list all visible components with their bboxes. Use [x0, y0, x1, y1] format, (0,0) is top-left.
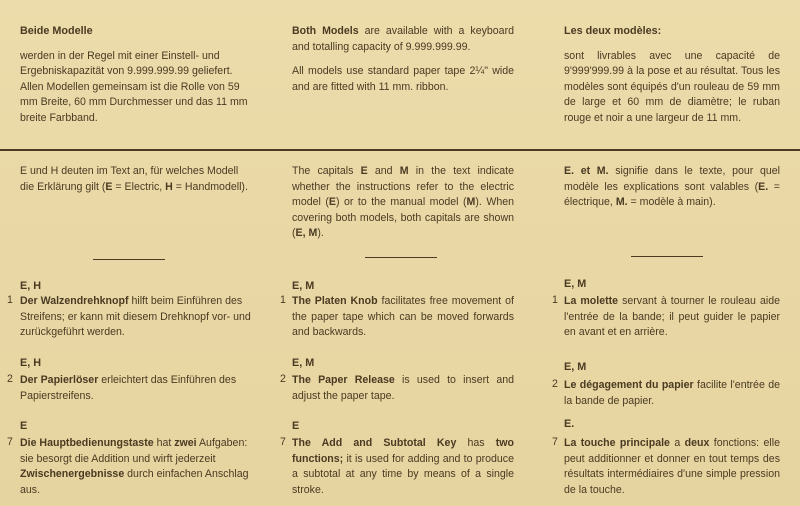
- short-rule-en: [365, 257, 437, 258]
- mid-en: [292, 164, 514, 242]
- mid-fr-e: M.: [615, 196, 628, 209]
- mid-fr-a: E. et M.: [564, 165, 609, 177]
- de-item-2: [20, 373, 252, 404]
- de-item-7-bold3: Zwischenergebnisse: [20, 468, 125, 481]
- de-item-1-text: hilft beim Einführen des Streifens; er kann mit diesem Drehknopf vor- und zurückgeführt werden.: [20, 295, 251, 339]
- fr-item-7-text-a: a: [669, 437, 685, 449]
- fr-item-1-tag: E, M: [564, 278, 587, 290]
- en-item-2-bold: The Paper Release: [292, 374, 395, 386]
- en-item-7-text-a: has: [456, 437, 496, 449]
- en-item-2-text: is used to insert and adjust the paper tape.: [292, 374, 514, 402]
- mid-en-j: E, M: [295, 227, 318, 240]
- mid-en-g: ) or to the manual model (: [335, 196, 467, 209]
- mid-en-h: M: [466, 196, 476, 209]
- fr-item-7-text-b: fonctions: elle peut additionner et donner en tout temps des résultats intermédiaires d'une simple pression de la touche.: [564, 437, 781, 496]
- top-fr: [564, 24, 780, 127]
- mid-de-c: = Electric,: [112, 180, 166, 193]
- fr-item-2-tag: E, M: [564, 361, 587, 373]
- section-divider: [0, 149, 800, 151]
- mid-en-a: The capitals: [292, 165, 361, 177]
- fr-item-7-tag: E.: [564, 418, 575, 430]
- top-de-title: Beide Modelle: [20, 25, 93, 37]
- en-item-1-text: facilitates free movement of the paper tape which can be moved forwards and backwards.: [292, 295, 514, 339]
- de-item-1-bold: Der Walzendrehknopf: [20, 295, 129, 307]
- fr-item-2: [564, 378, 780, 409]
- en-item-7: [292, 436, 514, 498]
- de-item-1-tag: E, H: [20, 280, 41, 292]
- top-de-text: werden in der Regel mit einer Einstell- und Ergebniskapazität von 9.999.999.99 geliefert. Allen Modellen gemeinsam ist die Rolle von 59 mm Breite, 60 mm Durchmesser und das 11 mm breite Farbband.: [20, 49, 248, 124]
- mid-en-b: E: [360, 165, 368, 177]
- mid-de-d: H: [165, 180, 173, 193]
- mid-fr: [564, 164, 780, 211]
- fr-item-7-bold: La touche principale: [564, 437, 670, 449]
- mid-en-i: ). When covering both models, both capitals are shown (: [292, 196, 514, 240]
- de-item-7-text-b: Aufgaben: sie besorgt die Addition und wirft jederzeit: [20, 437, 248, 465]
- mid-fr-f: = modèle à main).: [627, 196, 716, 209]
- top-en-title: Both Models: [292, 25, 359, 37]
- short-rule-fr: [631, 256, 703, 257]
- en-item-1-bold: The Platen Knob: [292, 295, 378, 307]
- en-item-7-text-b: it is used for adding and to produce a subtotal at any time by means of a single stroke.: [292, 452, 514, 496]
- en-item-2: [292, 373, 514, 404]
- mid-fr-d: = électrique,: [564, 180, 780, 209]
- fr-item-1-text: servant à tourner le rouleau aide l'entrée de la bande; il peut guider le papier en avant et en arrière.: [564, 295, 780, 339]
- en-item-7-tag: E: [292, 420, 300, 432]
- mid-en-k: ).: [317, 227, 324, 240]
- fr-item-7-num: 7: [552, 436, 558, 448]
- de-item-7-tag: E: [20, 420, 28, 432]
- de-item-2-tag: E, H: [20, 357, 41, 369]
- de-item-7-num: 7: [7, 436, 13, 448]
- en-item-7-bold: The Add and Subtotal Key: [292, 437, 457, 449]
- fr-item-1: [564, 294, 780, 341]
- short-rule-de: [93, 259, 165, 260]
- top-fr-title: Les deux modèles:: [564, 25, 662, 37]
- en-item-1-tag: E, M: [292, 280, 315, 292]
- fr-item-1-bold: La molette: [564, 295, 619, 307]
- mid-de-text: [20, 164, 252, 195]
- top-en-p1: [292, 24, 514, 55]
- mid-en-d: M: [399, 165, 409, 177]
- de-item-7-bold: Die Hauptbedienungstaste: [20, 437, 154, 449]
- mid-fr-b: signifie dans le texte, pour quel modèle les explications sont valables (: [564, 165, 780, 193]
- en-item-2-tag: E, M: [292, 357, 315, 369]
- en-item-2-num: 2: [280, 373, 286, 385]
- en-item-7-bold2: two functions;: [292, 437, 515, 465]
- mid-de-e: = Handmodell).: [172, 180, 248, 193]
- fr-item-2-text: facilite l'entrée de la bande de papier.: [564, 379, 781, 407]
- de-item-7-text-c: durch einfachen Anschlag aus.: [20, 468, 249, 496]
- de-item-1: [20, 294, 252, 341]
- de-item-7: [20, 436, 252, 498]
- top-en: [292, 24, 514, 95]
- fr-item-7: [564, 436, 780, 498]
- top-en-text2: All models use standard paper tape 2¼" wide and are fitted with 11 mm. ribbon.: [292, 65, 514, 93]
- de-item-1-num: 1: [7, 294, 13, 306]
- mid-de-a: E und H deuten im Text an, für welches Modell die Erklärung gilt (: [20, 165, 239, 193]
- top-de: [20, 24, 252, 127]
- de-item-7-text-a: hat: [153, 437, 175, 449]
- top-fr-text: sont livrables avec une capacité de 9'999'999.99 à la pose et au résultat. Tous les modèles sont équipés d'un rouleau de 59 mm de large et 60 mm de diamètre; le ruban rouge et noir a une largeur de 11 mm.: [564, 49, 780, 124]
- de-item-2-bold: Der Papierlöser: [20, 374, 99, 386]
- en-item-1: [292, 294, 514, 341]
- mid-fr-text: [564, 164, 780, 211]
- de-item-7-bold2: zwei: [174, 437, 197, 449]
- mid-en-f: E: [328, 196, 336, 209]
- mid-de: [20, 164, 252, 195]
- mid-en-c: and: [367, 165, 400, 177]
- fr-item-2-bold: Le dégagement du papier: [564, 379, 694, 391]
- fr-item-1-num: 1: [552, 294, 558, 306]
- top-en-title-rest: are available with a keyboard and totalling capacity of 9.999.999.99.: [292, 25, 514, 53]
- mid-en-text: [292, 164, 514, 242]
- fr-item-2-num: 2: [552, 378, 558, 390]
- mid-en-e: in the text indicate whether the instructions refer to the electric model (: [292, 165, 514, 209]
- fr-item-7-bold2: deux: [684, 437, 710, 449]
- en-item-7-num: 7: [280, 436, 286, 448]
- de-item-2-num: 2: [7, 373, 13, 385]
- mid-fr-c: E.: [758, 180, 769, 193]
- mid-de-b: E: [105, 180, 113, 193]
- de-item-2-text: erleichtert das Einführen des Papierstreifens.: [20, 374, 237, 402]
- en-item-1-num: 1: [280, 294, 286, 306]
